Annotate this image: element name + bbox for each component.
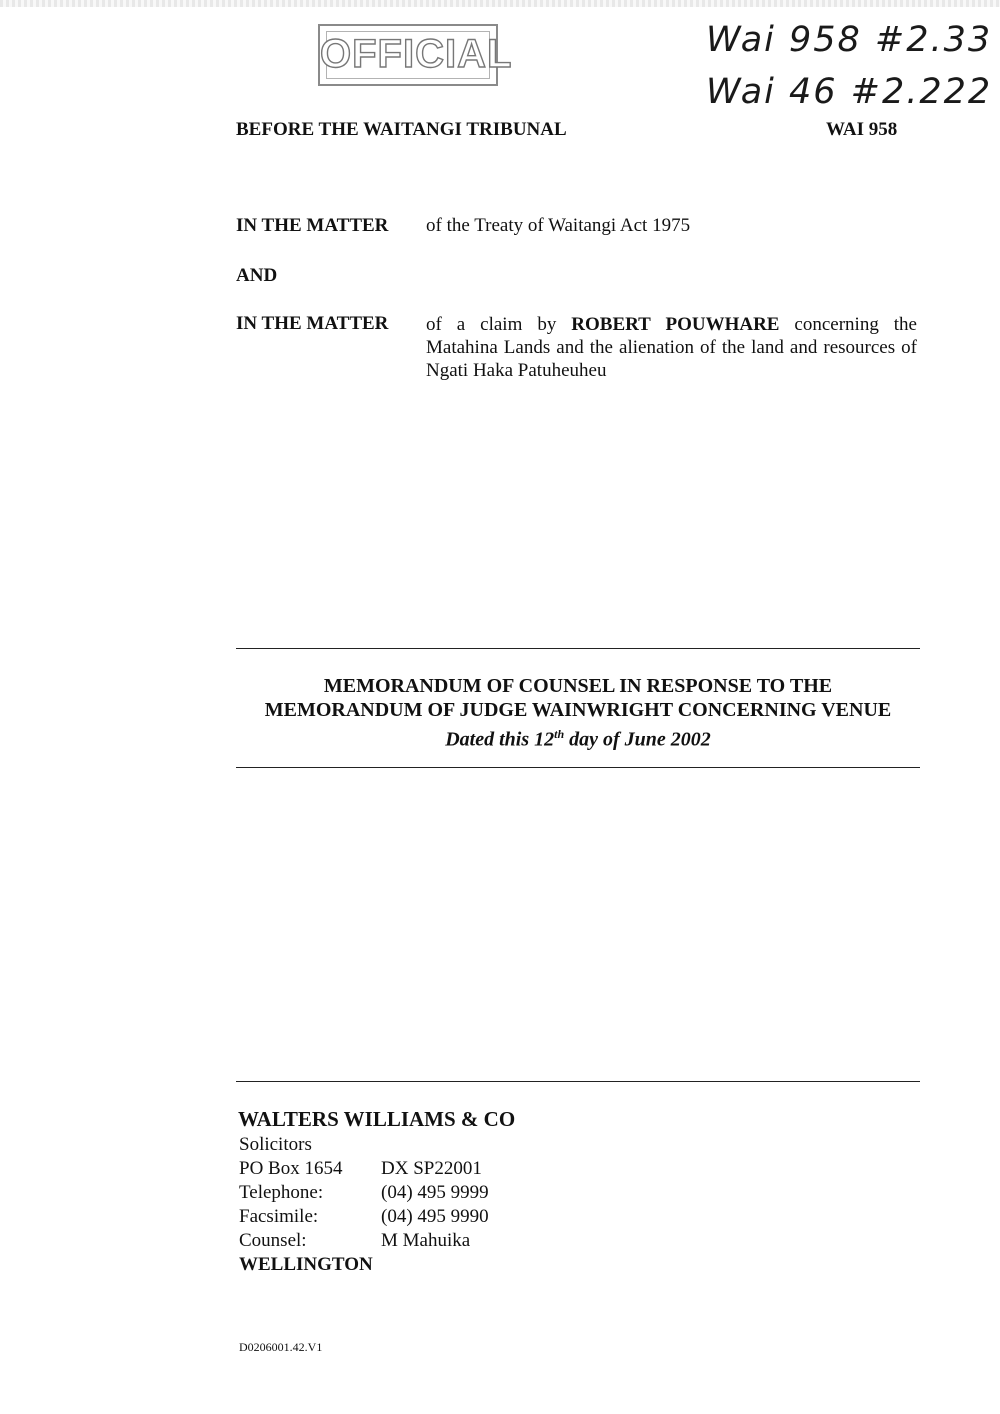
matter-text-1: of the Treaty of Waitangi Act 1975 — [426, 215, 691, 236]
matter-label-1: IN THE MATTER — [236, 215, 389, 236]
title-line-1: MEMORANDUM OF COUNSEL IN RESPONSE TO THE — [323, 675, 833, 697]
document-date — [236, 722, 920, 752]
firm-rule — [236, 1081, 920, 1082]
date-ordinal: th — [554, 727, 565, 741]
firm-row-po-box — [239, 1157, 489, 1181]
firm-row-label: Counsel: — [239, 1230, 307, 1251]
matter-label-2: IN THE MATTER — [236, 313, 389, 334]
firm-row-value: DX SP22001 — [381, 1158, 482, 1179]
title-line-2: MEMORANDUM OF JUDGE WAINWRIGHT CONCERNING VENUE — [264, 699, 892, 721]
firm-name: WALTERS WILLIAMS & CO — [238, 1107, 516, 1131]
handwritten-ref-2: Wai 46 #2.222 — [706, 72, 993, 112]
firm-row-value: (04) 495 9990 — [381, 1206, 489, 1227]
claim-text-before: of a claim by — [426, 314, 572, 335]
firm-role: Solicitors — [239, 1134, 312, 1155]
date-suffix: day of June 2002 — [564, 728, 711, 751]
firm-row-counsel — [239, 1229, 489, 1253]
document-title — [236, 674, 920, 752]
case-number: WAI 958 — [826, 119, 898, 140]
firm-row-telephone — [239, 1181, 489, 1205]
claimant-name: ROBERT POUWHARE — [571, 314, 780, 335]
matter-text-2 — [426, 313, 917, 382]
firm-city: WELLINGTON — [239, 1254, 373, 1275]
stamp-text: OFFICIAL — [320, 32, 513, 76]
firm-row-label: Facsimile: — [239, 1206, 319, 1227]
title-rule-top — [236, 648, 920, 649]
claim-text-after: concerning the Matahina Lands and the alienation of the land and resources of Ngati Haka Patuheuheu — [426, 314, 917, 381]
matter-connector-and: AND — [236, 265, 278, 286]
official-stamp — [318, 24, 513, 86]
document-code: D0206001.42.V1 — [239, 1340, 323, 1354]
firm-row-label: Telephone: — [239, 1182, 324, 1203]
date-prefix: Dated this 12 — [445, 728, 555, 751]
tribunal-heading: BEFORE THE WAITANGI TRIBUNAL — [236, 119, 567, 140]
firm-row-label: PO Box 1654 — [239, 1158, 343, 1179]
title-rule-bottom — [236, 767, 920, 768]
firm-row-value: (04) 495 9999 — [381, 1182, 489, 1203]
firm-row-value: M Mahuika — [381, 1230, 471, 1251]
firm-details — [239, 1133, 489, 1277]
firm-row-facsimile — [239, 1205, 489, 1229]
handwritten-ref-1: Wai 958 #2.33 — [706, 20, 993, 60]
scan-edge — [0, 0, 1000, 7]
